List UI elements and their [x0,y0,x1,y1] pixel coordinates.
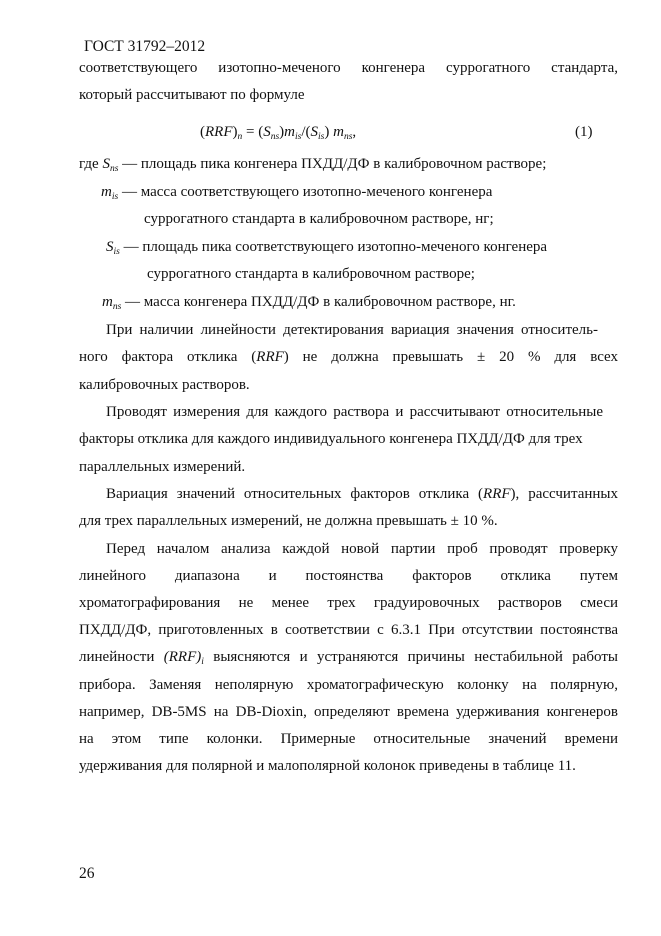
paragraph-1-line-3: калибровочных растворов. [79,377,250,393]
paragraph-1-line-2: ного фактора отклика (RRF) не должна превышать ± 20 % для всех [79,349,618,365]
legend-item-sns: где $S_{ns}$ — площадь пика конгенера ПХДД/ДФ в калибровочном растворе; [79,156,547,174]
intro-line-2: который рассчитывают по формуле [79,87,305,103]
paragraph-1-line-1: При наличии линейности детектирования вариация значения относитель- [106,322,598,338]
legend-item-mis: $m_{is}$ — масса соответствующего изотопно-меченого конгенера [101,184,493,202]
paragraph-2-line-3: параллельных измерений. [79,459,246,475]
paragraph-4-line-3: хроматографирования не менее трех градуировочных растворов смеси [79,595,618,611]
paragraph-4-line-5: линейности $(RRF)_i$ выясняются и устраняются причины нестабильной работы [79,649,618,667]
paragraph-3-line-2: для трех параллельных измерений, не должна превышать ± 10 %. [79,513,498,529]
paragraph-4-line-2: линейного диапазона и постоянства факторов отклика путем [79,568,618,584]
formula-lhs: RRF [205,124,233,140]
paragraph-4-line-4: ПХДД/ДФ, приготовленных в соответствии с 6.3.1 При отсутствии постоянства [79,622,618,638]
formula-rrf: $(RRF)_n = (S_{ns})m_{is}/(S_{is})$ $m_{ns}$, [200,124,357,142]
legend-item-mns: $m_{ns}$ — масса конгенера ПХДД/ДФ в калибровочном растворе, нг. [102,294,516,312]
paragraph-4-line-6: прибора. Заменяя неполярную хроматографическую колонку на полярную, [79,677,618,693]
paragraph-4-line-8: на этом типе колонки. Примерные относительные значений времени [79,731,618,747]
legend-item-mis-cont: суррогатного стандарта в калибровочном растворе, нг; [144,211,494,227]
equation-number: (1) [575,124,593,140]
paragraph-2-line-2: факторы отклика для каждого индивидуального конгенера ПХДД/ДФ для трех [79,431,583,447]
paragraph-4-line-1: Перед началом анализа каждой новой партии проб проводят проверку [106,541,618,557]
paragraph-3-line-1: Вариация значений относительных факторов отклика (RRF), рассчитанных [106,486,618,502]
paragraph-4-line-7: например, DB-5MS на DB-Dioxin, определяют времена удерживания конгенеров [79,704,618,720]
paragraph-2-line-1: Проводят измерения для каждого раствора и рассчитывают относительные [106,404,603,420]
intro-line-1: соответствующего изотопно-меченого конгенера суррогатного стандарта, [79,60,618,76]
page-number: 26 [79,865,95,882]
standard-header: ГОСТ 31792–2012 [84,38,206,55]
legend-item-sis-cont: суррогатного стандарта в калибровочном растворе; [147,266,475,282]
paragraph-4-line-9: удерживания для полярной и малополярной колонок приведены в таблице 11. [79,758,576,774]
legend-item-sis: $S_{is}$ — площадь пика соответствующего изотопно-меченого конгенера [106,239,548,257]
